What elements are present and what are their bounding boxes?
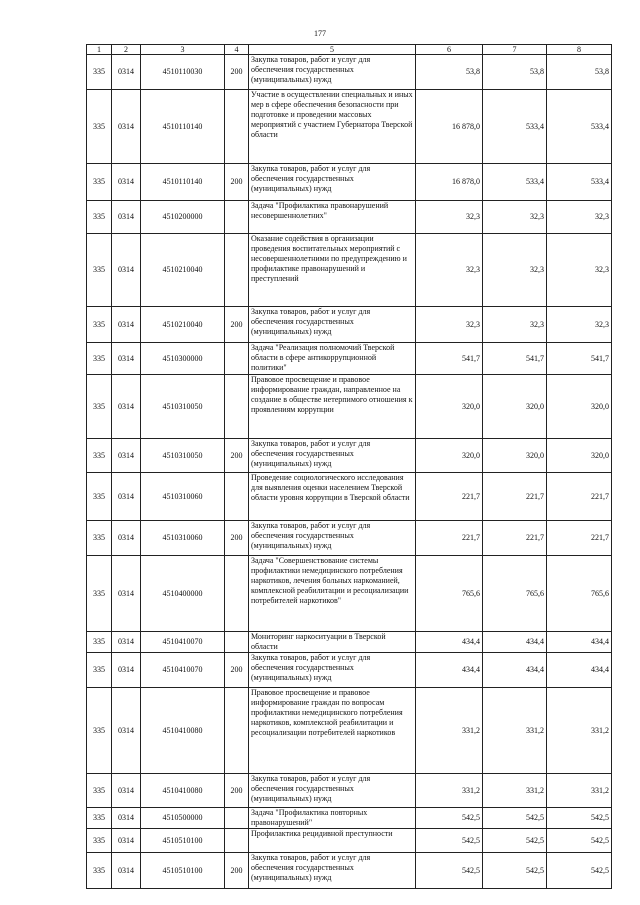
cell-amount-col7: 533,4 xyxy=(483,164,547,201)
header-cell-2: 2 xyxy=(112,45,141,55)
cell-expense-type: 200 xyxy=(225,853,249,889)
cell-subsection: 0314 xyxy=(112,632,141,653)
cell-amount-col7: 542,5 xyxy=(483,829,547,853)
table-body xyxy=(87,55,612,889)
cell-expense-type: 200 xyxy=(225,55,249,90)
cell-amount-col7: 32,3 xyxy=(483,234,547,307)
cell-amount-col8: 533,4 xyxy=(547,164,612,201)
cell-amount-col8: 331,2 xyxy=(547,688,612,774)
cell-amount-col7: 331,2 xyxy=(483,688,547,774)
cell-name: Правовое просвещение и правовое информирование граждан по вопросам профилактики немедицинского потребления наркотиков, комплексной реабилитации и ресоциализации потребителей наркотиков xyxy=(249,688,416,774)
cell-expense-type: 200 xyxy=(225,439,249,473)
table-row xyxy=(87,234,612,307)
cell-subsection: 0314 xyxy=(112,653,141,688)
cell-section: 335 xyxy=(87,556,112,632)
cell-section: 335 xyxy=(87,774,112,808)
cell-amount-col6: 16 878,0 xyxy=(416,164,483,201)
cell-amount-col8: 32,3 xyxy=(547,234,612,307)
cell-expense-type: 200 xyxy=(225,521,249,556)
cell-amount-col6: 221,7 xyxy=(416,521,483,556)
cell-amount-col8: 765,6 xyxy=(547,556,612,632)
cell-name: Задача "Профилактика повторных правонарушений" xyxy=(249,808,416,829)
cell-amount-col7: 32,3 xyxy=(483,201,547,234)
cell-amount-col6: 331,2 xyxy=(416,774,483,808)
cell-target-article: 4510310060 xyxy=(141,473,225,521)
cell-target-article: 4510510100 xyxy=(141,853,225,889)
table-row xyxy=(87,375,612,439)
cell-amount-col8: 32,3 xyxy=(547,307,612,343)
cell-amount-col6: 32,3 xyxy=(416,307,483,343)
cell-expense-type: 200 xyxy=(225,774,249,808)
cell-name: Закупка товаров, работ и услуг для обеспечения государственных (муниципальных) нужд xyxy=(249,439,416,473)
cell-amount-col6: 434,4 xyxy=(416,632,483,653)
cell-amount-col8: 542,5 xyxy=(547,808,612,829)
cell-expense-type: 200 xyxy=(225,653,249,688)
cell-amount-col6: 320,0 xyxy=(416,439,483,473)
cell-amount-col6: 542,5 xyxy=(416,829,483,853)
cell-subsection: 0314 xyxy=(112,473,141,521)
cell-target-article: 4510200000 xyxy=(141,201,225,234)
cell-target-article: 4510410080 xyxy=(141,774,225,808)
cell-section: 335 xyxy=(87,853,112,889)
cell-amount-col8: 434,4 xyxy=(547,653,612,688)
cell-amount-col8: 542,5 xyxy=(547,853,612,889)
cell-amount-col7: 765,6 xyxy=(483,556,547,632)
table-row xyxy=(87,556,612,632)
cell-target-article: 4510310050 xyxy=(141,439,225,473)
cell-amount-col7: 533,4 xyxy=(483,90,547,164)
cell-name: Мониторинг наркоситуации в Тверской области xyxy=(249,632,416,653)
cell-expense-type xyxy=(225,632,249,653)
cell-target-article: 4510110140 xyxy=(141,164,225,201)
cell-name: Закупка товаров, работ и услуг для обеспечения государственных (муниципальных) нужд xyxy=(249,307,416,343)
cell-expense-type: 200 xyxy=(225,164,249,201)
cell-expense-type xyxy=(225,829,249,853)
cell-section: 335 xyxy=(87,808,112,829)
cell-subsection: 0314 xyxy=(112,375,141,439)
cell-name: Проведение социологического исследования для выявления оценки населением Тверской области уровня коррупции в Тверской области xyxy=(249,473,416,521)
table-row xyxy=(87,307,612,343)
cell-name: Участие в осуществлении специальных и иных мер в сфере обеспечения безопасности при подготовке и проведении массовых мероприятий с участием Губернатора Тверской области xyxy=(249,90,416,164)
table-row xyxy=(87,473,612,521)
table-row xyxy=(87,55,612,90)
cell-section: 335 xyxy=(87,90,112,164)
cell-subsection: 0314 xyxy=(112,307,141,343)
cell-amount-col8: 331,2 xyxy=(547,774,612,808)
header-cell-4: 4 xyxy=(225,45,249,55)
cell-amount-col6: 32,3 xyxy=(416,234,483,307)
table-row xyxy=(87,90,612,164)
cell-subsection: 0314 xyxy=(112,556,141,632)
cell-amount-col8: 434,4 xyxy=(547,632,612,653)
cell-section: 335 xyxy=(87,439,112,473)
cell-subsection: 0314 xyxy=(112,808,141,829)
cell-amount-col6: 541,7 xyxy=(416,343,483,375)
cell-subsection: 0314 xyxy=(112,90,141,164)
cell-name: Оказание содействия в организации проведения воспитательных мероприятий с несовершеннолетними по предупреждению и профилактике правонарушений и преступлений xyxy=(249,234,416,307)
cell-name: Задача "Совершенствование системы профилактики немедицинского потребления наркотиков, лечения больных наркоманией, комплексной реабилитации и ресоциализации потребителей наркотиков" xyxy=(249,556,416,632)
table-row xyxy=(87,653,612,688)
cell-expense-type xyxy=(225,201,249,234)
cell-amount-col7: 542,5 xyxy=(483,808,547,829)
cell-subsection: 0314 xyxy=(112,688,141,774)
table-row xyxy=(87,688,612,774)
cell-expense-type xyxy=(225,808,249,829)
cell-amount-col8: 53,8 xyxy=(547,55,612,90)
cell-amount-col6: 542,5 xyxy=(416,808,483,829)
cell-section: 335 xyxy=(87,343,112,375)
cell-target-article: 4510410080 xyxy=(141,688,225,774)
cell-name: Закупка товаров, работ и услуг для обеспечения государственных (муниципальных) нужд xyxy=(249,653,416,688)
cell-amount-col6: 331,2 xyxy=(416,688,483,774)
table-row xyxy=(87,829,612,853)
cell-name: Закупка товаров, работ и услуг для обеспечения государственных (муниципальных) нужд xyxy=(249,774,416,808)
table-row xyxy=(87,439,612,473)
header-cell-7: 7 xyxy=(483,45,547,55)
cell-amount-col7: 221,7 xyxy=(483,473,547,521)
cell-subsection: 0314 xyxy=(112,521,141,556)
table-row xyxy=(87,632,612,653)
table-row xyxy=(87,808,612,829)
cell-target-article: 4510400000 xyxy=(141,556,225,632)
cell-expense-type: 200 xyxy=(225,307,249,343)
cell-target-article: 4510510100 xyxy=(141,829,225,853)
cell-section: 335 xyxy=(87,688,112,774)
table-row xyxy=(87,853,612,889)
cell-amount-col6: 765,6 xyxy=(416,556,483,632)
cell-amount-col8: 221,7 xyxy=(547,473,612,521)
cell-amount-col8: 320,0 xyxy=(547,439,612,473)
cell-amount-col7: 53,8 xyxy=(483,55,547,90)
header-cell-3: 3 xyxy=(141,45,225,55)
cell-amount-col8: 533,4 xyxy=(547,90,612,164)
cell-section: 335 xyxy=(87,164,112,201)
cell-amount-col7: 542,5 xyxy=(483,853,547,889)
cell-target-article: 4510410070 xyxy=(141,632,225,653)
cell-subsection: 0314 xyxy=(112,234,141,307)
cell-expense-type xyxy=(225,688,249,774)
cell-expense-type xyxy=(225,473,249,521)
cell-expense-type xyxy=(225,234,249,307)
cell-subsection: 0314 xyxy=(112,774,141,808)
cell-amount-col7: 434,4 xyxy=(483,632,547,653)
cell-subsection: 0314 xyxy=(112,829,141,853)
cell-amount-col6: 16 878,0 xyxy=(416,90,483,164)
cell-amount-col8: 320,0 xyxy=(547,375,612,439)
cell-name: Правовое просвещение и правовое информирование граждан, направленное на создание в обществе нетерпимого отношения к проявлениям коррупции xyxy=(249,375,416,439)
budget-table xyxy=(86,44,612,889)
cell-amount-col7: 32,3 xyxy=(483,307,547,343)
cell-section: 335 xyxy=(87,521,112,556)
cell-amount-col7: 221,7 xyxy=(483,521,547,556)
cell-name: Закупка товаров, работ и услуг для обеспечения государственных (муниципальных) нужд xyxy=(249,521,416,556)
cell-amount-col8: 542,5 xyxy=(547,829,612,853)
cell-name: Закупка товаров, работ и услуг для обеспечения государственных (муниципальных) нужд xyxy=(249,853,416,889)
cell-name: Профилактика рецидивной преступности xyxy=(249,829,416,853)
header-cell-5: 5 xyxy=(249,45,416,55)
cell-section: 335 xyxy=(87,55,112,90)
cell-section: 335 xyxy=(87,234,112,307)
cell-section: 335 xyxy=(87,307,112,343)
cell-section: 335 xyxy=(87,375,112,439)
cell-amount-col6: 434,4 xyxy=(416,653,483,688)
cell-subsection: 0314 xyxy=(112,439,141,473)
cell-target-article: 4510210040 xyxy=(141,307,225,343)
cell-subsection: 0314 xyxy=(112,201,141,234)
table-row xyxy=(87,164,612,201)
table-row xyxy=(87,521,612,556)
header-row xyxy=(87,45,612,55)
cell-amount-col7: 434,4 xyxy=(483,653,547,688)
page-number: 177 xyxy=(314,29,326,38)
table-row xyxy=(87,774,612,808)
cell-expense-type xyxy=(225,343,249,375)
cell-target-article: 4510500000 xyxy=(141,808,225,829)
cell-amount-col6: 320,0 xyxy=(416,375,483,439)
cell-subsection: 0314 xyxy=(112,55,141,90)
cell-target-article: 4510310050 xyxy=(141,375,225,439)
cell-target-article: 4510300000 xyxy=(141,343,225,375)
cell-amount-col8: 32,3 xyxy=(547,201,612,234)
cell-name: Задача "Реализация полномочий Тверской области в сфере антикоррупционной политики" xyxy=(249,343,416,375)
cell-target-article: 4510210040 xyxy=(141,234,225,307)
table-row xyxy=(87,201,612,234)
cell-section: 335 xyxy=(87,632,112,653)
cell-target-article: 4510110140 xyxy=(141,90,225,164)
cell-amount-col6: 32,3 xyxy=(416,201,483,234)
cell-subsection: 0314 xyxy=(112,164,141,201)
cell-name: Закупка товаров, работ и услуг для обеспечения государственных (муниципальных) нужд xyxy=(249,164,416,201)
cell-name: Закупка товаров, работ и услуг для обеспечения государственных (муниципальных) нужд xyxy=(249,55,416,90)
header-cell-8: 8 xyxy=(547,45,612,55)
cell-amount-col7: 541,7 xyxy=(483,343,547,375)
cell-section: 335 xyxy=(87,201,112,234)
cell-section: 335 xyxy=(87,829,112,853)
cell-subsection: 0314 xyxy=(112,343,141,375)
cell-target-article: 4510410070 xyxy=(141,653,225,688)
cell-section: 335 xyxy=(87,473,112,521)
cell-target-article: 4510310060 xyxy=(141,521,225,556)
cell-amount-col7: 320,0 xyxy=(483,375,547,439)
cell-amount-col7: 320,0 xyxy=(483,439,547,473)
cell-target-article: 4510110030 xyxy=(141,55,225,90)
header-cell-1: 1 xyxy=(87,45,112,55)
table-row xyxy=(87,343,612,375)
cell-expense-type xyxy=(225,90,249,164)
cell-expense-type xyxy=(225,556,249,632)
cell-amount-col8: 221,7 xyxy=(547,521,612,556)
cell-name: Задача "Профилактика правонарушений несовершеннолетних" xyxy=(249,201,416,234)
cell-section: 335 xyxy=(87,653,112,688)
cell-subsection: 0314 xyxy=(112,853,141,889)
cell-amount-col8: 541,7 xyxy=(547,343,612,375)
table-header xyxy=(87,45,612,55)
header-cell-6: 6 xyxy=(416,45,483,55)
cell-amount-col7: 331,2 xyxy=(483,774,547,808)
cell-expense-type xyxy=(225,375,249,439)
cell-amount-col6: 53,8 xyxy=(416,55,483,90)
cell-amount-col6: 542,5 xyxy=(416,853,483,889)
cell-amount-col6: 221,7 xyxy=(416,473,483,521)
